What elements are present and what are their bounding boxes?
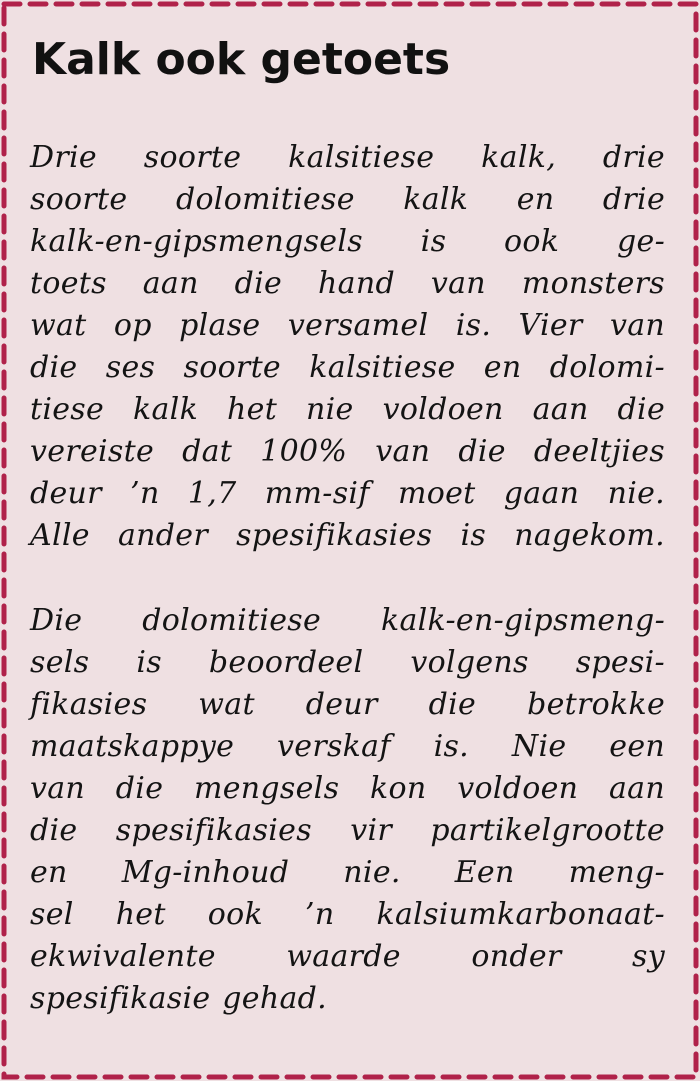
paragraph-line: sels is beoordeel volgens spesi- (30, 645, 665, 680)
paragraph-line: die spesifikasies vir partikelgrootte (30, 813, 665, 848)
paragraph-line: sel het ook ’n kalsiumkarbonaat- (30, 897, 665, 932)
paragraph-line: fikasies wat deur die betrokke (30, 687, 665, 722)
paragraph-line: deur ’n 1,7 mm-sif moet gaan nie. (30, 476, 665, 511)
paragraph-line: kalk-en-gipsmengsels is ook ge- (30, 224, 665, 259)
paragraph-line: toets aan die hand van monsters (30, 266, 665, 301)
paragraph-line: maatskappye verskaf is. Nie een (30, 729, 665, 764)
paragraph-line: spesifikasie gehad. (30, 981, 327, 1016)
paragraph-line: tiese kalk het nie voldoen aan die (30, 392, 665, 427)
paragraph-line: wat op plase versamel is. Vier van (30, 308, 665, 343)
paragraph-line: die ses soorte kalsitiese en dolomi- (30, 350, 665, 385)
paragraph-line: soorte dolomitiese kalk en drie (30, 182, 665, 217)
paragraph-line: Alle ander spesifikasies is nagekom. (30, 518, 665, 553)
paragraph-1 (30, 137, 665, 557)
paragraph-line: van die mengsels kon voldoen aan (30, 771, 665, 806)
card-title: Kalk ook getoets (32, 34, 451, 85)
paragraph-line: Drie soorte kalsitiese kalk, drie (30, 140, 665, 175)
paragraph-2 (30, 600, 665, 1020)
paragraph-line: vereiste dat 100% van die deeltjies (30, 434, 665, 469)
paragraph-line: en Mg-inhoud nie. Een meng- (30, 855, 665, 890)
paragraph-line: ekwivalente waarde onder sy (30, 939, 665, 974)
paragraph-line: Die dolomitiese kalk-en-gipsmeng- (30, 603, 665, 638)
